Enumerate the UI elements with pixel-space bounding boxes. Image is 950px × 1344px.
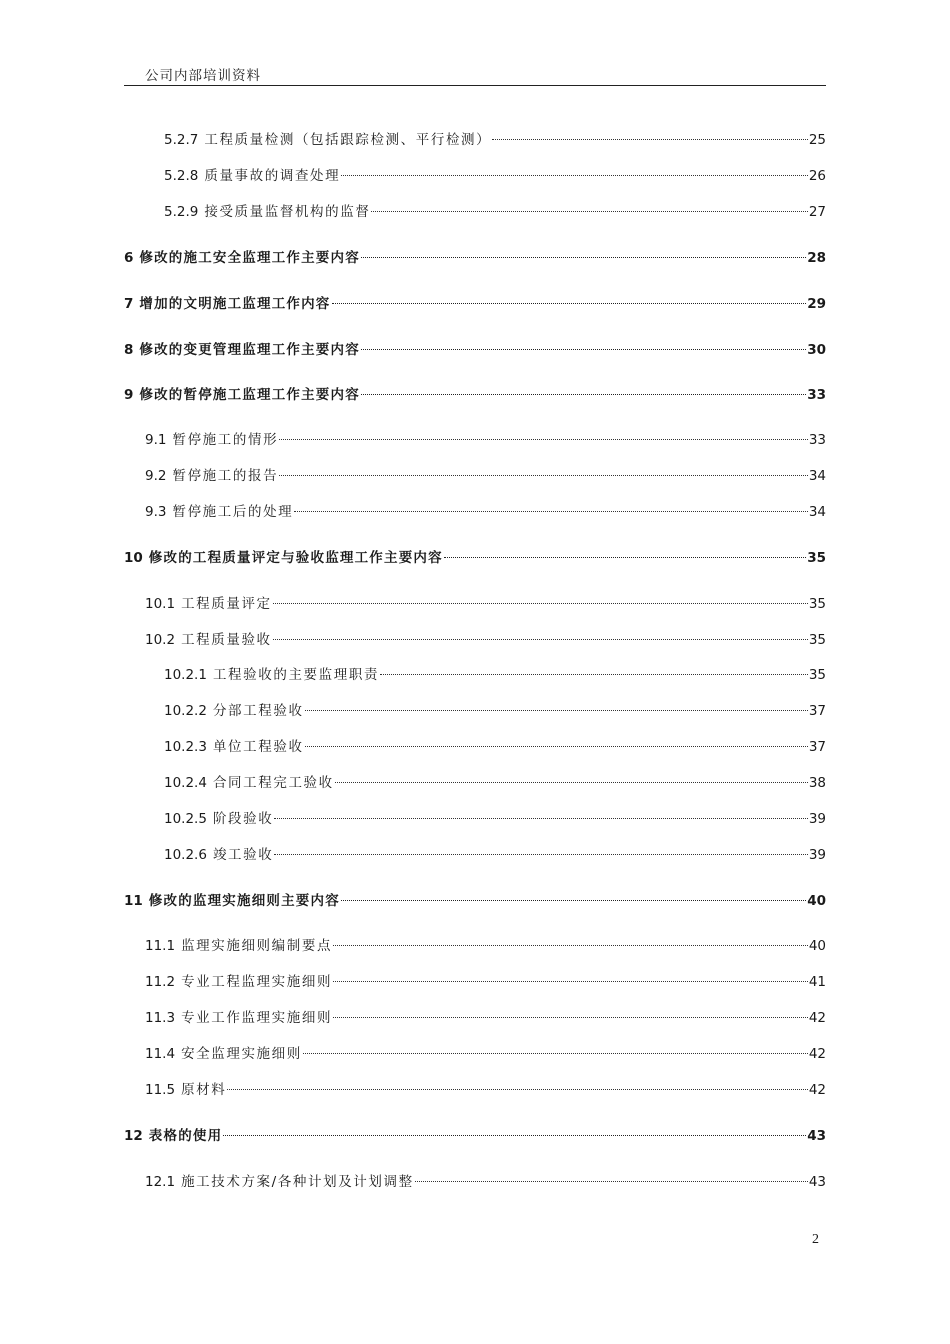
toc-entry-title: 施工技术方案/各种计划及计划调整 — [181, 1174, 414, 1190]
toc-entry[interactable] — [124, 248, 826, 268]
toc-entry-page: 40 — [808, 938, 826, 954]
toc-entry-title: 工程质量检测（包括跟踪检测、平行检测） — [204, 132, 492, 148]
toc-entry-page: 43 — [808, 1174, 826, 1190]
toc-entry-title: 工程验收的主要监理职责 — [212, 667, 380, 683]
toc-entry-number: 9.1 — [145, 432, 167, 448]
toc-entry[interactable] — [145, 1080, 826, 1100]
toc-entry[interactable] — [145, 502, 826, 522]
toc-entry-page: 37 — [808, 739, 826, 755]
toc-entry-page: 39 — [808, 811, 826, 827]
toc-entry-title: 阶段验收 — [212, 811, 274, 827]
toc-entry[interactable] — [145, 1008, 826, 1028]
toc-entry-title: 竣工验收 — [212, 847, 274, 863]
toc-entry[interactable] — [145, 466, 826, 486]
toc-entry-number: 9 — [124, 387, 134, 403]
toc-entry-title: 暂停施工的报告 — [172, 468, 279, 484]
toc-entry-page: 34 — [808, 504, 826, 520]
toc-dot-leader — [303, 1053, 808, 1054]
toc-entry-page: 39 — [808, 847, 826, 863]
toc-entry[interactable] — [124, 294, 826, 314]
toc-entry-number: 10.2.5 — [164, 811, 207, 827]
toc-dot-leader — [335, 782, 808, 783]
toc-entry-title: 专业工程监理实施细则 — [181, 974, 333, 990]
toc-dot-leader — [279, 475, 808, 476]
toc-entry[interactable] — [145, 630, 826, 650]
toc-entry-title: 监理实施细则编制要点 — [181, 938, 333, 954]
toc-entry-number: 12.1 — [145, 1174, 176, 1190]
toc-entry-page: 41 — [808, 974, 826, 990]
toc-dot-leader — [279, 439, 808, 440]
toc-entry[interactable] — [164, 809, 826, 829]
toc-dot-leader — [341, 900, 806, 901]
toc-entry-page: 42 — [808, 1046, 826, 1062]
toc-entry-title: 修改的工程质量评定与验收监理工作主要内容 — [148, 550, 443, 566]
toc-dot-leader — [380, 674, 808, 675]
toc-entry[interactable] — [145, 594, 826, 614]
toc-entry-page: 42 — [808, 1082, 826, 1098]
toc-entry[interactable] — [124, 385, 826, 405]
toc-entry[interactable] — [164, 701, 826, 721]
toc-entry-page: 37 — [808, 703, 826, 719]
toc-dot-leader — [333, 1017, 808, 1018]
page-number: 2 — [812, 1232, 819, 1247]
toc-entry-number: 10.2 — [145, 632, 176, 648]
toc-entry-page: 33 — [808, 432, 826, 448]
toc-dot-leader — [274, 818, 807, 819]
toc-entry-title: 合同工程完工验收 — [212, 775, 334, 791]
toc-entry-number: 10.2.4 — [164, 775, 207, 791]
toc-entry-page: 25 — [808, 132, 826, 148]
toc-entry-title: 修改的变更管理监理工作主要内容 — [139, 342, 360, 358]
toc-entry-number: 10.2.6 — [164, 847, 207, 863]
toc-entry-title: 单位工程验收 — [212, 739, 304, 755]
toc-entry-number: 5.2.8 — [164, 168, 199, 184]
toc-entry[interactable] — [164, 845, 826, 865]
toc-dot-leader — [223, 1135, 806, 1136]
toc-entry-title: 原材料 — [181, 1082, 227, 1098]
toc-dot-leader — [305, 710, 808, 711]
toc-dot-leader — [444, 557, 806, 558]
toc-dot-leader — [333, 981, 808, 982]
toc-entry[interactable] — [124, 548, 826, 568]
toc-entry-number: 12 — [124, 1128, 143, 1144]
toc-entry[interactable] — [164, 665, 826, 685]
toc-entry-page: 26 — [808, 168, 826, 184]
toc-entry[interactable] — [164, 130, 826, 150]
toc-entry-number: 10.2.3 — [164, 739, 207, 755]
header-title: 公司内部培训资料 — [145, 68, 261, 84]
toc-entry[interactable] — [145, 1044, 826, 1064]
toc-dot-leader — [341, 175, 808, 176]
toc-dot-leader — [371, 211, 807, 212]
toc-entry-title: 表格的使用 — [148, 1128, 223, 1144]
toc-entry-number: 11 — [124, 893, 143, 909]
toc-entry-page: 29 — [807, 296, 826, 312]
toc-entry[interactable] — [145, 936, 826, 956]
toc-dot-leader — [294, 511, 808, 512]
toc-dot-leader — [274, 854, 807, 855]
toc-entry[interactable] — [124, 340, 826, 360]
toc-entry-number: 10.2.1 — [164, 667, 207, 683]
toc-entry-title: 工程质量验收 — [181, 632, 272, 648]
toc-entry[interactable] — [145, 1172, 826, 1192]
toc-entry-number: 11.1 — [145, 938, 176, 954]
toc-entry-title: 安全监理实施细则 — [181, 1046, 302, 1062]
toc-entry-title: 分部工程验收 — [212, 703, 304, 719]
toc-entry-title: 暂停施工后的处理 — [172, 504, 294, 520]
toc-entry-page: 34 — [808, 468, 826, 484]
toc-entry-number: 10.2.2 — [164, 703, 207, 719]
toc-entry-number: 11.2 — [145, 974, 176, 990]
toc-entry-number: 11.4 — [145, 1046, 176, 1062]
toc-entry-title: 专业工作监理实施细则 — [181, 1010, 333, 1026]
toc-entry-title: 修改的监理实施细则主要内容 — [148, 893, 340, 909]
toc-entry-page: 35 — [807, 550, 826, 566]
toc-entry-number: 11.5 — [145, 1082, 176, 1098]
toc-entry-number: 5.2.7 — [164, 132, 199, 148]
toc-entry[interactable] — [145, 430, 826, 450]
toc-entry[interactable] — [164, 737, 826, 757]
toc-entry-page: 40 — [807, 893, 826, 909]
toc-entry-page: 35 — [808, 632, 826, 648]
toc-entry-title: 增加的文明施工监理工作内容 — [139, 296, 331, 312]
toc-entry-page: 27 — [808, 204, 826, 220]
toc-entry-number: 6 — [124, 250, 134, 266]
toc-entry-number: 5.2.9 — [164, 204, 199, 220]
toc-entry-number: 11.3 — [145, 1010, 176, 1026]
toc-entry-page: 42 — [808, 1010, 826, 1026]
toc-entry-number: 8 — [124, 342, 134, 358]
toc-dot-leader — [361, 349, 806, 350]
toc-dot-leader — [305, 746, 808, 747]
toc-entry-title: 暂停施工的情形 — [172, 432, 279, 448]
toc-dot-leader — [333, 945, 808, 946]
toc-entry-page: 35 — [808, 667, 826, 683]
toc-dot-leader — [361, 394, 806, 395]
toc-entry-page: 33 — [807, 387, 826, 403]
toc-entry-title: 工程质量评定 — [181, 596, 272, 612]
toc-dot-leader — [273, 639, 808, 640]
toc-entry[interactable] — [164, 773, 826, 793]
toc-entry[interactable] — [164, 202, 826, 222]
toc-entry-page: 28 — [807, 250, 826, 266]
toc-entry-title: 接受质量监督机构的监督 — [204, 204, 371, 220]
toc-entry-number: 10 — [124, 550, 143, 566]
toc-entry-page: 38 — [808, 775, 826, 791]
toc-entry-title: 修改的施工安全监理工作主要内容 — [139, 250, 360, 266]
toc-dot-leader — [492, 139, 808, 140]
toc-entry-number: 9.3 — [145, 504, 167, 520]
toc-entry-page: 35 — [808, 596, 826, 612]
toc-entry-title: 修改的暂停施工监理工作主要内容 — [139, 387, 360, 403]
toc-entry-number: 10.1 — [145, 596, 176, 612]
toc-entry[interactable] — [164, 166, 826, 186]
toc-entry-title: 质量事故的调查处理 — [204, 168, 341, 184]
toc-dot-leader — [273, 603, 808, 604]
toc-entry-page: 43 — [807, 1128, 826, 1144]
toc-dot-leader — [227, 1089, 807, 1090]
toc-dot-leader — [361, 257, 806, 258]
toc-dot-leader — [415, 1181, 808, 1182]
toc-entry[interactable] — [124, 1126, 826, 1146]
toc-dot-leader — [332, 303, 807, 304]
toc-entry-number: 9.2 — [145, 468, 167, 484]
toc-entry-page: 30 — [807, 342, 826, 358]
toc-entry-number: 7 — [124, 296, 134, 312]
toc-entry[interactable] — [124, 891, 826, 911]
toc-entry[interactable] — [145, 972, 826, 992]
